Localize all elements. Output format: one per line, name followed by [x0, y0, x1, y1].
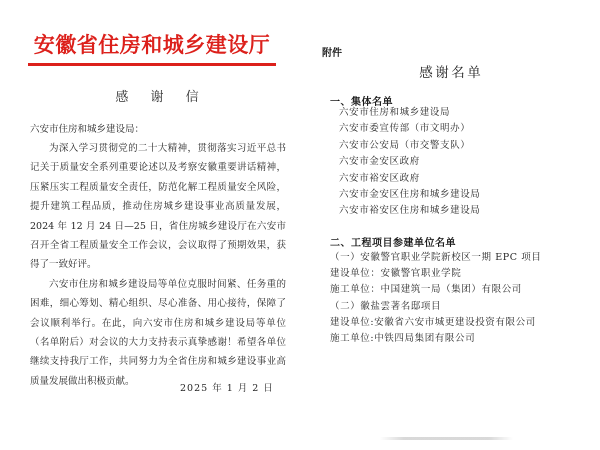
letter-title: 感 谢 信	[115, 90, 208, 105]
collective-name-list	[339, 105, 480, 220]
list-item: 六安市裕安区政府	[339, 172, 420, 184]
list-item: 六安市委宣传部（市文明办）	[339, 123, 471, 135]
letter-salutation: 六安市住房和城乡建设局：	[30, 124, 145, 135]
page-edge-shadow	[380, 437, 513, 440]
letter-paragraph: 为深入学习贯彻党的二十大精神，贯彻落实习近平总书记关于质量安全系列重要论述以及考察安徽重要讲话精神，压紧压实工程质量安全责任，防范化解工程质量安全风险，提升建筑工程品质，推动住房城乡建设事业高质量发展，2024 年 12 月 24 日—25 日，省住房城乡建设厅在六安市召开全省工程质量安全工作会议，会议取得了预期效果，获得了一致好评。	[30, 143, 286, 271]
list-item: 建设单位:安徽省六安市城更建设投资有限公司	[330, 316, 536, 328]
attachment-page	[300, 0, 600, 450]
letter-date: 2025 年 1 月 2 日	[180, 383, 274, 394]
list-item: 六安市金安区政府	[339, 156, 420, 168]
project-units-list	[330, 250, 541, 347]
list-item: 六安市公安局（市交警支队）	[339, 139, 471, 151]
list-item: 六安市裕安区住房和城乡建设局	[339, 205, 481, 217]
agency-letterhead: 安徽省住房和城乡建设厅	[33, 32, 271, 57]
section-collective-heading: 一、集体名单	[330, 97, 393, 108]
list-item: 六安市住房和城乡建设局	[339, 107, 451, 118]
letter-paragraph: 六安市住房和城乡建设局等单位克服时间紧、任务重的困难，细心筹划、精心组织、尽心准备、用心接待，保障了会议顺利举行。在此，向六安市住房和城乡建设局等单位（名单附后）对会议的大力支持表示真挚感谢！希望各单位继续支持我厅工作，共同努力为全省住房和城乡建设事业高质量发展做出积极贡献。	[30, 278, 286, 387]
letterhead-divider	[28, 63, 276, 66]
list-item: 施工单位：中国建筑一局（集团）有限公司	[330, 284, 522, 296]
attachment-label: 附件	[322, 48, 342, 59]
letter-body	[30, 139, 286, 391]
section-project-units-heading: 二、工程项目参建单位名单	[330, 238, 456, 249]
list-item: （一）安徽警官职业学院新校区一期 EPC 项目	[330, 252, 542, 263]
list-item: 六安市金安区住房和城乡建设局	[339, 188, 481, 200]
attachment-title: 感谢名单	[419, 65, 484, 81]
list-item: 建设单位：安徽警官职业学院	[330, 268, 462, 280]
list-item: （二）徽盐雲著名邸项目	[330, 300, 442, 312]
list-item: 施工单位:中铁四局集团有限公司	[330, 332, 476, 344]
